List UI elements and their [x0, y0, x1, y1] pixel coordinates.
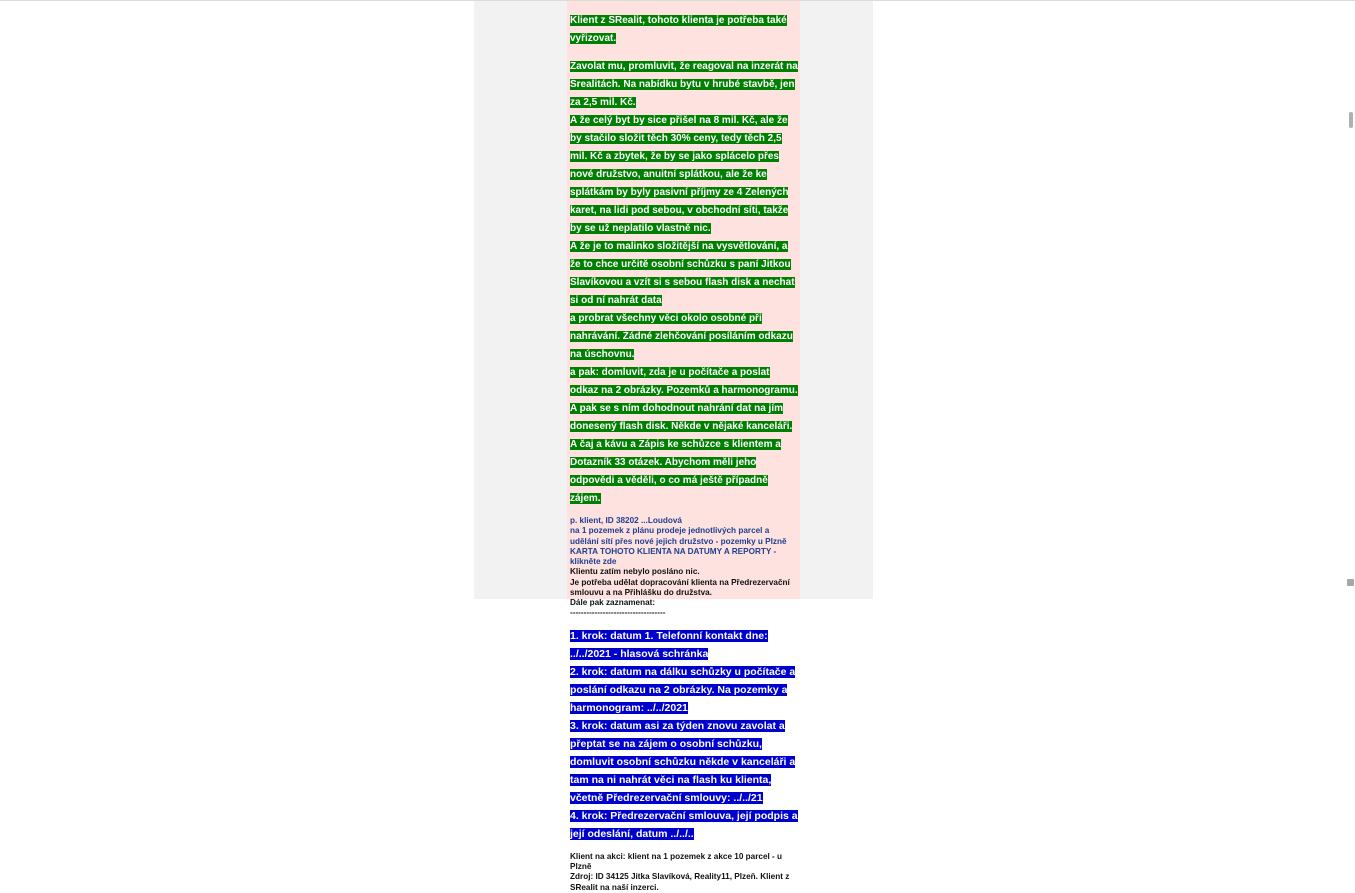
client-source: Zdroj: ID 34125 Jitka Slavíková, Reality11, Plzeň. Klient z SRealit na naší inzerci. [570, 872, 790, 892]
client-campaign: Klient na akci: klient na 1 pozemek z akce 10 parcel - u Plzně [570, 851, 783, 871]
step-2: 2. krok: datum na dálku schůzky u počítače a poslání odkazu na 2 obrázky. Na pozemky a harmonogram: ../../2021 [570, 665, 796, 714]
step-1: 1. krok: datum 1. Telefonní kontakt dne: ../../2021 - hlasová schránka [570, 629, 768, 660]
client-record-heading: Dále pak zaznamenat: [570, 598, 656, 608]
step-3: 3. krok: datum asi za týden znovu zavolat a přeptat se na zájem o osobní schůzku, domluvit osobní schůzku někde v kanceláři a tam na ni nahrát věci na flash ku klienta, včetně Předrezervační smlouvy: ../../21 [570, 719, 796, 804]
client-status: Klientu zatím nebylo posláno nic. [570, 567, 700, 577]
note-paragraph-intro: Klient z SRealit, tohoto klienta je potřeba také vyřizovat. [570, 15, 787, 44]
step-4: 4. krok: Předrezervační smlouva, její podpis a její odeslání, datum ../../.. [570, 809, 798, 840]
separator-line: ----------------------------------- [570, 607, 666, 617]
client-description: na 1 pozemek z plánu prodeje jednotlivých parcel a udělání sítí přes nové jejich družstvo - pozemky u Plzně [570, 526, 787, 546]
client-card-link[interactable]: KARTA TOHOTO KLIENTA NA DATUMY A REPORTY - klikněte zde [570, 546, 777, 567]
note-paragraph-next: a pak: domluvit, zda je u počítače a poslat odkaz na 2 obrázky. Pozemků a harmonogramu. A pak se s ním dohodnout nahrání dat na jím donesený flash disk. Někde v nějaké kanceláři. A čaj a kávu a Zápis ke schůzce s klientem a Dotazník 33 otázek. Abychom měli jeho odpovědi a věděli, o co má ještě případně zájem. [570, 367, 798, 504]
vertical-scrollbar[interactable] [1345, 1, 1355, 599]
scrollbar-marker [1347, 579, 1354, 586]
note-paragraph-call: Zavolat mu, promluvit, že reagoval na inzerát na Srealitách. Na nabídku bytu v hrubé stavbě, jen za 2,5 mil. Kč. [570, 61, 798, 108]
client-todo: Je potřeba udělat dopracování klienta na Předrezervační smlouvu a na Přihlášku do družstva. [570, 577, 790, 598]
client-id-line: p. klient, ID 38202 ...Loudová [570, 516, 682, 525]
note-paragraph-meeting: A že je to malinko složitější na vysvětlování, a že to chce určitě osobní schůzku s paní Jitkou Slavíkovou a vzít si s sebou flash disk a nechat si od ní nahrát data [570, 241, 795, 306]
client-note-content [570, 10, 799, 893]
scrollbar-thumb[interactable] [1349, 112, 1353, 128]
note-paragraph-price: A že celý byt by sice přišel na 8 mil. Kč, ale že by stačilo složit těch 30% ceny, tedy těch 2,5 mil. Kč a zbytek, že by se jako splácelo přes nové družstvo, anuitní splátkou, ale že ke splátkám by byly pasivní příjmy ze 4 Zelených karet, na lidi pod sebou, v obchodní síti, takže by se už neplatilo vlastně nic. [570, 115, 789, 234]
note-paragraph-recording: a probrat všechny věci okolo osobné při nahrávání. Žádné zlehčování posíláním odkazu na úschovnu. [570, 313, 793, 360]
